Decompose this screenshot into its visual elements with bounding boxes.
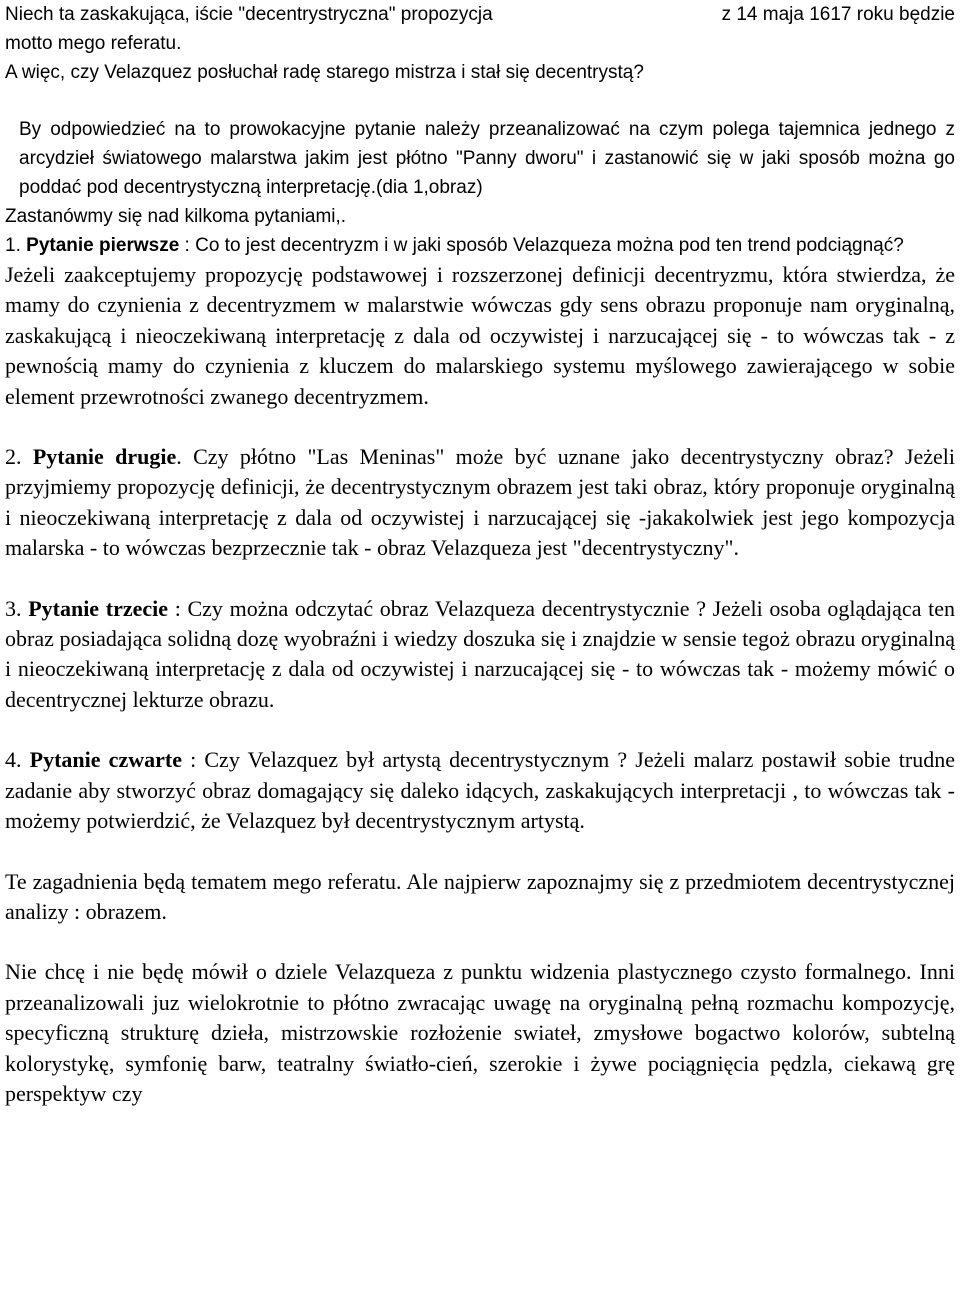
question-3-text: [5, 594, 955, 716]
question-2-number: 2.: [5, 444, 33, 470]
motto-line-1-right: z 14 maja 1617 roku będzie: [721, 4, 955, 25]
question-2: [5, 442, 955, 564]
question-1: [5, 231, 955, 260]
intro-paragraph: By odpowiedzieć na to prowokacyjne pytanie należy przeanalizować na czym polega tajemnica jednego z arcydzieł światowego malarstwa jakim jest płótno "Panny dworu" i zastanowić się w jaki sposób można go poddać pod decentrystyczną interpretację.(dia 1,obraz): [19, 119, 955, 198]
question-4: [5, 745, 955, 836]
question-1-title: Pytanie pierwsze: [26, 235, 180, 256]
topics-block: [5, 867, 955, 928]
question-2-body: . Czy płótno "Las Meninas" może być uznane jako decentrystyczny obraz? Jeżeli przyjmiemy propozycję definicji, że decentrystycznym obrazem jest taki obraz, który proponuje oryginalną i nieoczekiwaną interpretację z dala od oczywistej i narzucającej się -jakakolwiek jest jego kompozycja malarska - to wówczas bezprzecznie tak - obraz Velazqueza jest "decentrystyczny".: [5, 444, 955, 561]
motto-line-2: motto mego referatu.: [5, 33, 182, 54]
question-2-title: Pytanie drugie: [32, 444, 177, 470]
motto-line-3: A więc, czy Velazquez posłuchał radę starego mistrza i stał się decentrystą?: [5, 62, 644, 83]
question-3-title: Pytanie trzecie: [28, 595, 169, 621]
question-3-number: 3.: [5, 595, 29, 621]
closing-block: [5, 957, 955, 1109]
document-page: [5, 0, 955, 1109]
question-1-answer-block: [5, 260, 955, 412]
question-1-question: : Co to jest decentryzm i w jaki sposób Velazqueza można pod ten trend podciągnąć?: [179, 235, 904, 256]
questions-lead: Zastanówmy się nad kilkoma pytaniami,.: [5, 206, 347, 227]
question-4-body: : Czy Velazquez był artystą decentrystycznym ? Jeżeli malarz postawił sobie trudne zadanie aby stworzyć obraz domagający się daleko idących, zaskakujących interpretacji , to wówczas tak - możemy potwierdzić, że Velazquez był decentrystycznym artystą.: [5, 747, 955, 834]
question-1-number: 1.: [5, 235, 21, 256]
spacer: [5, 927, 955, 957]
motto-line-1-left: Niech ta zaskakująca, iście "decentrystryczna" propozycja: [5, 4, 493, 25]
question-3: [5, 594, 955, 716]
topics-paragraph: Te zagadnienia będą tematem mego referatu. Ale najpierw zapoznajmy się z przedmiotem decentrystycznej analizy : obrazem.: [5, 868, 955, 924]
question-4-title: Pytanie czwarte: [29, 747, 182, 773]
question-3-body: : Czy można odczytać obraz Velazqueza decentrystycznie ? Jeżeli osoba oglądająca ten obraz posiadająca solidną dozę wyobraźni i wiedzy doszuka się i znajdzie w sensie tegoż obrazu oryginalną i nieoczekiwaną interpretację z dala od oczywistej i narzucającej się - to wówczas tak - możemy mówić o decentrycznej lekturze obrazu.: [5, 595, 956, 712]
motto-line-1: [5, 0, 955, 29]
spacer: [5, 564, 955, 594]
question-4-text: [5, 745, 955, 836]
motto-block: [5, 0, 955, 87]
spacer: [5, 837, 955, 867]
question-1-answer: Jeżeli zaakceptujemy propozycję podstawowej i rozszerzonej definicji decentryzmu, która stwierdza, że mamy do czynienia z decentryzmem w malarstwie wówczas gdy sens obrazu proponuje nam oryginalną, zaskakującą i nieoczekiwaną interpretację z dala od oczywistej i narzucającej się - to wówczas tak - z pewnością mamy do czynienia z kluczem do malarskiego systemu myślowego zawierającego w sobie element przewrotności zwanego decentryzmem.: [5, 262, 955, 409]
question-4-number: 4.: [5, 747, 30, 773]
spacer: [5, 715, 955, 745]
spacer: [5, 87, 955, 115]
closing-paragraph: Nie chcę i nie będę mówił o dziele Velazqueza z punktu widzenia plastycznego czysto formalnego. Inni przeanalizowali juz wielokrotnie to płótno zwracając uwagę na oryginalną pełną rozmachu kompozycję, specyficzną strukturę dzieła, mistrzowskie rozłożenie swiateł, zmysłowe bogactwo kolorów, subtelną kolorystykę, symfonię barw, teatralny światło-cień, szerokie i żywe pociągnięcia pędzla, ciekawą grę perspektyw czy: [5, 959, 955, 1106]
spacer: [5, 412, 955, 442]
intro-block: [5, 115, 955, 231]
question-1-text: [5, 231, 955, 260]
question-2-text: [5, 442, 955, 564]
